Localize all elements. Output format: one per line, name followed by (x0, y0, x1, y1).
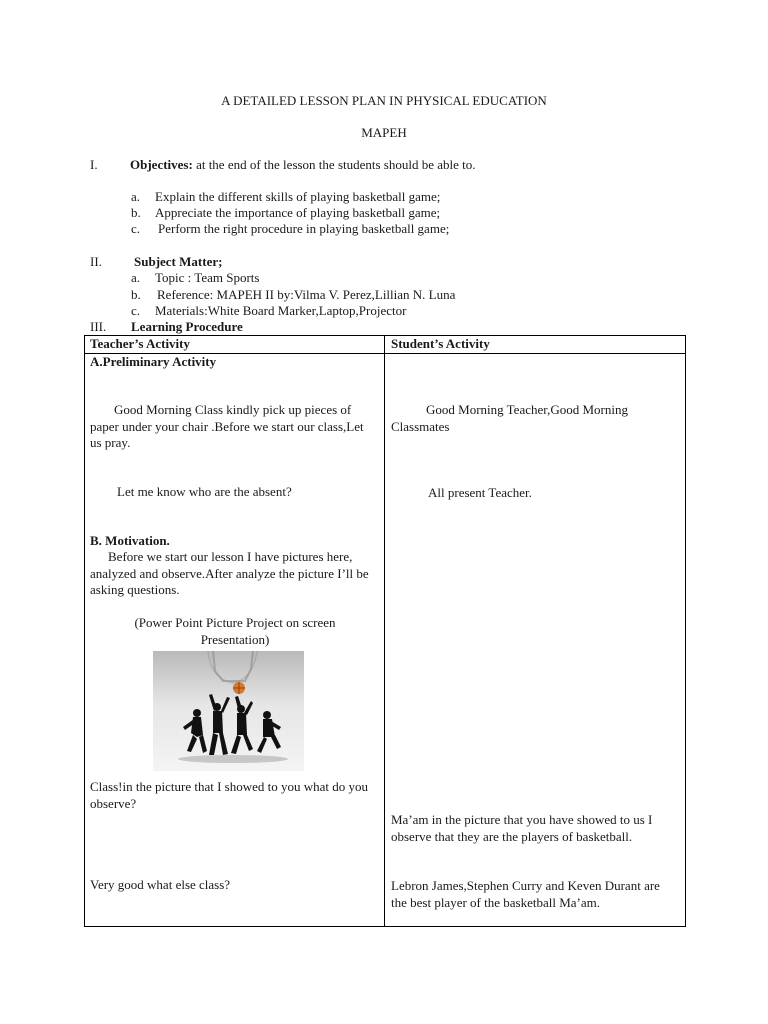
subject-matter-marker: a. (131, 270, 141, 285)
objective-item: Explain the different skills of playing basketball game; (155, 189, 441, 204)
basketball-players-image (153, 651, 304, 771)
teacher-greeting: Good Morning Class kindly pick up pieces of paper under your chair .Before we start our class,Let us pray. (90, 402, 364, 450)
objective-item: Perform the right procedure in playing basketball game; (158, 221, 450, 236)
table-column-divider (384, 336, 385, 926)
procedure-label: Learning Procedure (131, 319, 243, 334)
subject-matter-item: Reference: MAPEH II by:Vilma V. Perez,Lillian N. Luna (157, 287, 456, 302)
motivation-heading: B. Motivation. (90, 533, 170, 548)
objectives-line (130, 157, 476, 173)
teacher-observe-question: Class!in the picture that I showed to you what do you observe? (90, 779, 369, 811)
objective-marker: c. (131, 221, 141, 236)
objective-marker: b. (131, 205, 141, 220)
teacher-absent-question: Let me know who are the absent? (117, 484, 292, 499)
preliminary-activity-heading: A.Preliminary Activity (90, 354, 217, 369)
teacher-activity-header: Teacher’s Activity (90, 336, 191, 351)
student-players-reply: Lebron James,Stephen Curry and Keven Durant are the best player of the basketball Ma’am. (391, 878, 660, 910)
objectives-label: Objectives: (130, 157, 193, 172)
activity-table (84, 335, 686, 927)
teacher-followup-question: Very good what else class? (90, 877, 231, 892)
subject-matter-label: Subject Matter; (134, 254, 223, 269)
subject-matter-item: Topic : Team Sports (155, 270, 260, 285)
subject-matter-item: Materials:White Board Marker,Laptop,Projector (155, 303, 407, 318)
motivation-text: Before we start our lesson I have pictures here, analyzed and observe.After analyze the picture I’ll be asking questions. (90, 549, 369, 597)
subject-matter-marker: b. (131, 287, 141, 302)
presentation-note: (Power Point Picture Project on screen Presentation) (134, 615, 336, 647)
student-greeting-reply: Good Morning Teacher,Good Morning Classmates (391, 402, 628, 434)
document-title: A DETAILED LESSON PLAN IN PHYSICAL EDUCATION (221, 93, 547, 108)
objectives-numeral: I. (90, 157, 98, 172)
objective-item: Appreciate the importance of playing basketball game; (155, 205, 441, 220)
objective-marker: a. (131, 189, 141, 204)
document-subject: MAPEH (361, 125, 407, 140)
subject-matter-marker: c. (131, 303, 141, 318)
student-attendance-reply: All present Teacher. (428, 485, 532, 500)
objectives-intro: at the end of the lesson the students should be able to. (196, 157, 476, 172)
basketball-silhouette-illustration (153, 651, 304, 771)
subject-matter-numeral: II. (90, 254, 102, 269)
student-observe-reply: Ma’am in the picture that you have showed to us I observe that they are the players of basketball. (391, 812, 653, 844)
procedure-numeral: III. (90, 319, 107, 334)
student-activity-header: Student’s Activity (391, 336, 490, 351)
